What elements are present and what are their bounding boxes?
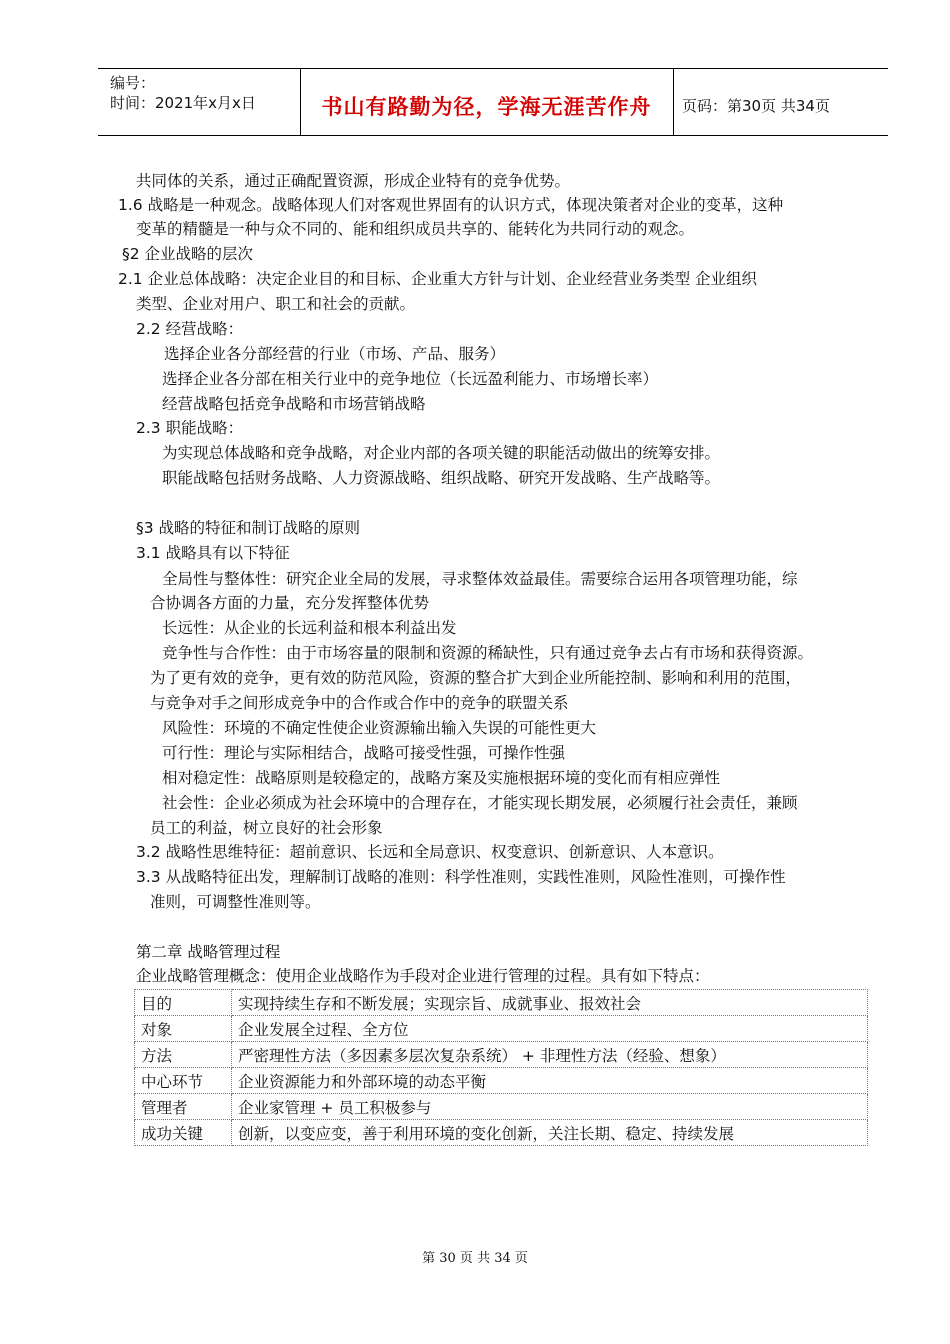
text-line: 3.3 从战略特征出发，理解制订战略的准则：科学性准则，实践性准则，风险性准则，可操作性 — [136, 868, 786, 886]
document-number-label: 编号： — [110, 74, 156, 92]
text-line: 职能战略包括财务战略、人力资源战略、组织战略、研究开发战略、生产战略等。 — [162, 469, 721, 487]
text-line: 选择企业各分部经营的行业（市场、产品、服务） — [164, 345, 506, 363]
table-row — [135, 1016, 868, 1042]
table-row — [135, 1120, 868, 1146]
text-line: 全局性与整体性：研究企业全局的发展，寻求整体效益最佳。需要综合运用各项管理功能，综 — [162, 570, 798, 588]
text-line: 企业战略管理概念：使用企业战略作为手段对企业进行管理的过程。具有如下特点： — [136, 967, 710, 985]
section-heading: §2 企业战略的层次 — [122, 245, 254, 263]
table-value: 企业发展全过程、全方位 — [232, 1016, 868, 1042]
table-row — [135, 1042, 868, 1068]
section-heading: §3 战略的特征和制订战略的原则 — [136, 519, 361, 537]
subsection-heading: 3.1 战略具有以下特征 — [136, 544, 290, 562]
text-line: 1.6 战略是一种观念。战略体现人们对客观世界固有的认识方式，体现决策者对企业的变革，这种 — [118, 196, 784, 214]
text-line: 相对稳定性：战略原则是较稳定的，战略方案及实施根据环境的变化而有相应弹性 — [162, 769, 721, 787]
text-line: 2.1 企业总体战略：决定企业目的和目标、企业重大方针与计划、企业经营业务类型 企业组织 — [118, 270, 758, 288]
subsection-heading: 2.2 经营战略： — [136, 320, 244, 338]
text-line: 变革的精髓是一种与众不同的、能和组织成员共享的、能转化为共同行动的观念。 — [136, 220, 695, 238]
text-line: 风险性：环境的不确定性使企业资源输出输入失误的可能性更大 — [162, 719, 597, 737]
header-bottom-rule — [98, 135, 888, 136]
table-key: 方法 — [135, 1042, 232, 1068]
text-line: 社会性：企业必须成为社会环境中的合理存在，才能实现长期发展，必须履行社会责任，兼顾 — [162, 794, 798, 812]
table-key: 中心环节 — [135, 1068, 232, 1094]
text-line: 长远性：从企业的长远利益和根本利益出发 — [162, 619, 457, 637]
text-line: 3.2 战略性思维特征：超前意识、长远和全局意识、权变意识、创新意识、人本意识。 — [136, 843, 724, 861]
table-key: 管理者 — [135, 1094, 232, 1120]
text-line: 员工的利益，树立良好的社会形象 — [150, 819, 383, 837]
text-line: 合协调各方面的力量，充分发挥整体优势 — [150, 594, 430, 612]
text-line: 选择企业各分部在相关行业中的竞争地位（长远盈利能力、市场增长率） — [162, 370, 659, 388]
header-top-rule — [98, 68, 888, 69]
table-key: 对象 — [135, 1016, 232, 1042]
chapter-heading: 第二章 战略管理过程 — [136, 943, 281, 961]
text-line: 为实现总体战略和竞争战略，对企业内部的各项关键的职能活动做出的统筹安排。 — [162, 444, 721, 462]
text-line: 准则，可调整性准则等。 — [150, 893, 321, 911]
table-key: 目的 — [135, 990, 232, 1016]
header-divider — [673, 68, 674, 135]
page-footer: 第 30 页 共 34 页 — [422, 1251, 528, 1266]
table-key: 成功关键 — [135, 1120, 232, 1146]
text-line: 经营战略包括竞争战略和市场营销战略 — [162, 395, 426, 413]
table-value: 企业家管理 + 员工积极参与 — [232, 1094, 868, 1120]
text-line: 为了更有效的竞争，更有效的防范风险，资源的整合扩大到企业所能控制、影响和利用的范围， — [150, 669, 802, 687]
features-table — [134, 989, 868, 1146]
subsection-heading: 2.3 职能战略： — [136, 419, 244, 437]
table-value: 创新，以变应变，善于利用环境的变化创新，关注长期、稳定、持续发展 — [232, 1120, 868, 1146]
text-line: 共同体的关系，通过正确配置资源，形成企业特有的竞争优势。 — [136, 172, 571, 190]
table-value: 严密理性方法（多因素多层次复杂系统） + 非理性方法（经验、想象） — [232, 1042, 868, 1068]
text-line: 竞争性与合作性：由于市场容量的限制和资源的稀缺性，只有通过竞争去占有市场和获得资源。 — [162, 644, 814, 662]
text-line: 与竞争对手之间形成竞争中的合作或合作中的竞争的联盟关系 — [150, 694, 569, 712]
table-row — [135, 1068, 868, 1094]
header-motto: 书山有路勤为径，学海无涯苦作舟 — [321, 95, 652, 119]
document-time-label: 时间：2021年x月x日 — [110, 94, 256, 112]
table-row — [135, 990, 868, 1016]
table-row — [135, 1094, 868, 1120]
text-line: 可行性：理论与实际相结合，战略可接受性强，可操作性强 — [162, 744, 566, 762]
table-value: 实现持续生存和不断发展；实现宗旨、成就事业、报效社会 — [232, 990, 868, 1016]
header-page-info: 页码：第30页 共34页 — [682, 97, 830, 115]
table-value: 企业资源能力和外部环境的动态平衡 — [232, 1068, 868, 1094]
text-line: 类型、企业对用户、职工和社会的贡献。 — [136, 295, 416, 313]
